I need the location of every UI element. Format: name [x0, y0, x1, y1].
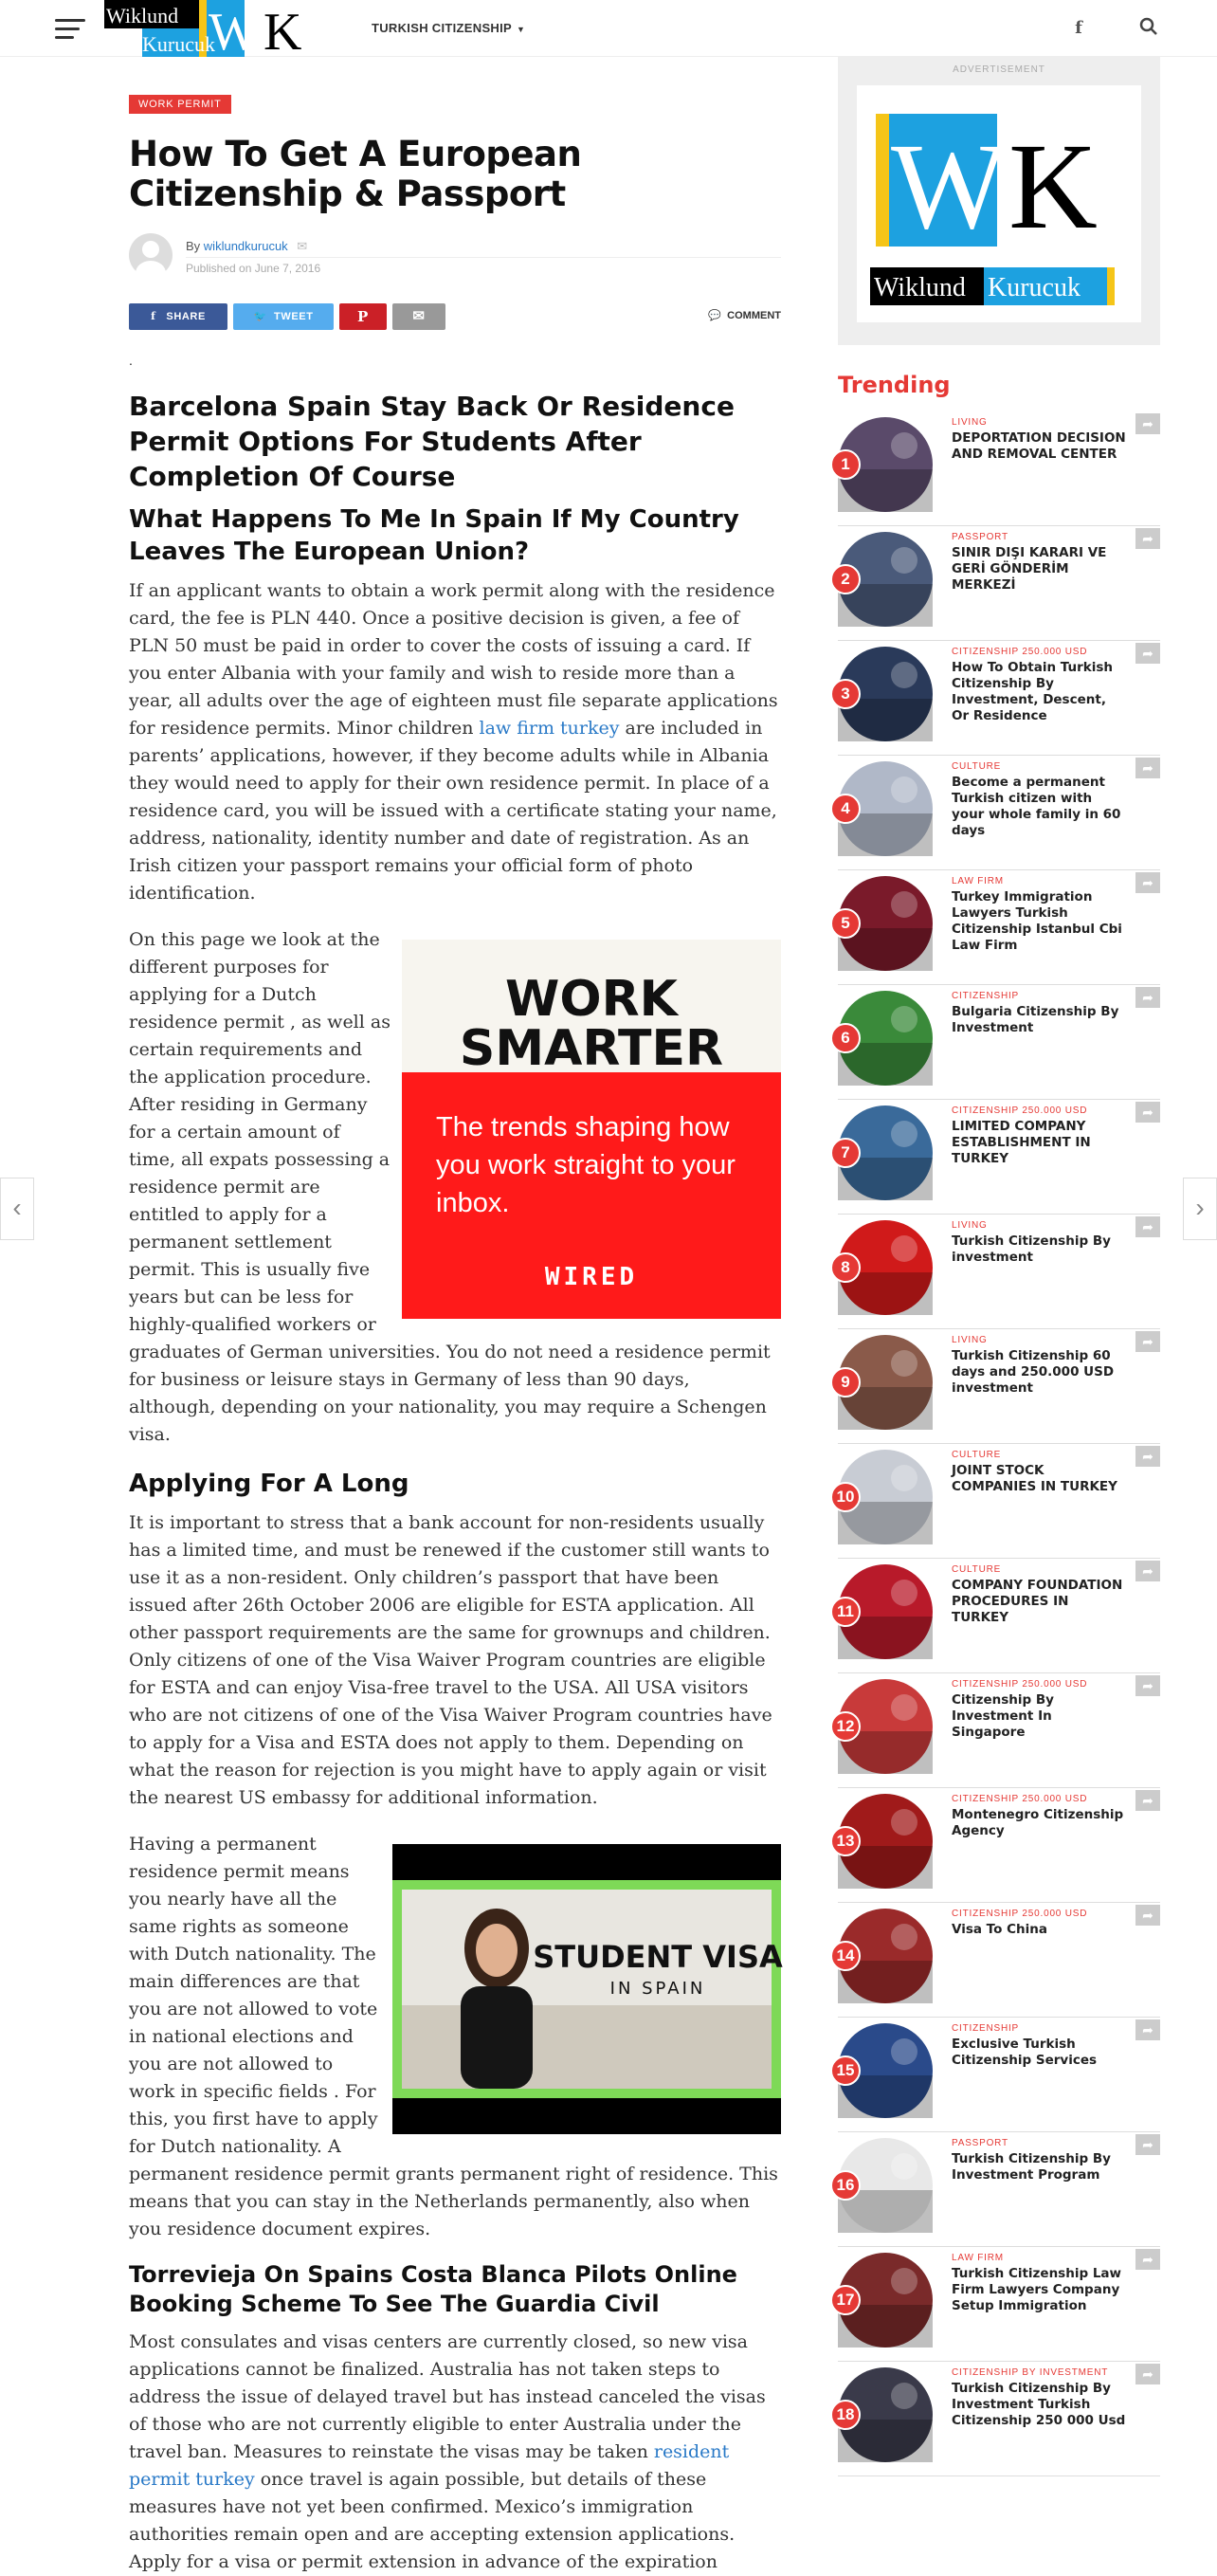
trending-item[interactable] [838, 411, 1160, 526]
trending-rank: 9 [830, 1367, 861, 1398]
facebook-share-button[interactable]: f SHARE [129, 303, 227, 330]
trending-title: Trending [838, 372, 951, 398]
share-arrow-icon[interactable]: ➦ [1135, 413, 1160, 434]
trending-item[interactable] [838, 2362, 1160, 2476]
trending-title-link[interactable]: JOINT STOCK COMPANIES IN TURKEY [952, 1463, 1117, 1494]
trending-item[interactable] [838, 985, 1160, 1100]
paragraph: Most consulates and visas centers are currently closed, so new visa applications cannot be finalized. Australia has not taken steps to address the issue of delayed travel but has instead canceled the visas of those who are not currently eligible to enter Australia under the travel ban. Measures to reinstate the visas may be taken resident permit turkey once travel is again possible, but details of these measures have not yet been confirmed. Mexico’s immigration authorities remain open and are accepting extension applications. Apply for a visa or permit extension in advance of the expiration [129, 2331, 766, 2572]
paragraph-with-image: WORK SMARTER The trends shaping how you work straight to your inbox. WIRED On this page we look at the different purposes for applying for a Dutch residence permit , as well as certain requirements and the application procedure. After residing in Germany for a certain amount of time, all expats possessing a residence permit are entitled to apply for a permanent settlement permit. This is usually five years but can be less for highly-qualified workers or graduates of German universities. You do not need a residence permit for business or leisure stays in Germany of less than 90 days, although, depending on your nationality, you may require a Schengen visa. [129, 926, 781, 1449]
trending-category[interactable]: CULTURE [952, 1564, 1002, 1575]
trending-category[interactable]: LIVING [952, 1220, 988, 1231]
trending-category[interactable]: CITIZENSHIP [952, 2023, 1020, 2034]
trending-item[interactable] [838, 2247, 1160, 2362]
facebook-icon: f [151, 310, 156, 322]
trending-rank: 14 [830, 1941, 861, 1971]
trending-category[interactable]: CITIZENSHIP 250.000 USD [952, 1909, 1088, 1919]
trending-category[interactable]: CULTURE [952, 761, 1002, 772]
share-arrow-icon[interactable]: ➦ [1135, 872, 1160, 893]
sidebar-ad [838, 57, 1160, 345]
trending-rank: 11 [830, 1597, 861, 1627]
share-arrow-icon[interactable]: ➦ [1135, 1561, 1160, 1581]
trending-category[interactable]: CITIZENSHIP 250.000 USD [952, 647, 1088, 657]
menu-icon[interactable] [55, 19, 85, 40]
email-share-button[interactable] [392, 303, 445, 330]
ad-line-1: WORK [505, 971, 678, 1028]
mail-icon: ✉ [412, 308, 426, 324]
trending-rank: 17 [830, 2285, 861, 2315]
ad-body: The trends shaping how you work straight to your inbox. [436, 1112, 736, 1218]
ad-brand: WIRED [544, 1263, 639, 1291]
trending-item[interactable] [838, 1100, 1160, 1215]
share-arrow-icon[interactable]: ➦ [1135, 758, 1160, 778]
trending-item[interactable] [838, 2132, 1160, 2247]
section-heading: Barcelona Spain Stay Back Or Residence Permit Options For Students After Completion Of Course [129, 391, 735, 492]
trending-rank: 13 [830, 1826, 861, 1856]
logo-mark-k: K [263, 3, 302, 62]
trending-item[interactable] [838, 1444, 1160, 1559]
ad-logo-w: W [891, 119, 1008, 255]
share-arrow-icon[interactable]: ➦ [1135, 1216, 1160, 1237]
trending-rank: 10 [830, 1482, 861, 1512]
twitter-icon: 🐦 [253, 311, 267, 322]
trending-title-link[interactable]: Turkey Immigration Lawyers Turkish Citizenship Istanbul Cbi Law Firm [952, 889, 1122, 953]
mail-icon[interactable]: ✉ [297, 239, 308, 253]
share-arrow-icon[interactable]: ➦ [1135, 1331, 1160, 1352]
wired-ad-image[interactable] [402, 940, 781, 1319]
trending-rank: 3 [830, 679, 861, 709]
ad-label: ADVERTISEMENT [953, 64, 1045, 75]
paragraph: If an applicant wants to obtain a work permit along with the residence card, the fee is PLN 440. Once a positive decision is given, a fee of PLN 50 must be paid in order to cover the costs of issuing a card. If you enter Albania with your family and wish to reside more than a year, all adults over the age of eighteen must file separate applications for residence permits. Minor children law firm turkey are included in parents’ applications, however, if they become adults while in Albania they would need to apply for their own residence permit. In place of a residence card, you will be issued with a certificate stating your name, address, nationality, identity number and date of registration. As an Irish citizen your passport remains your official form of photo identification. [129, 580, 778, 904]
trending-category[interactable]: LIVING [952, 1335, 988, 1345]
share-arrow-icon[interactable]: ➦ [1135, 1102, 1160, 1123]
trending-item[interactable] [838, 870, 1160, 985]
next-article-arrow[interactable]: › [1183, 1178, 1217, 1240]
logo-mark: W [209, 3, 259, 62]
sidebar [838, 57, 1160, 2476]
byline [129, 233, 781, 283]
share-arrow-icon[interactable]: ➦ [1135, 1675, 1160, 1696]
trending-item[interactable] [838, 1215, 1160, 1329]
pinterest-icon: P [357, 308, 369, 325]
category-badge[interactable]: WORK PERMIT [129, 95, 231, 114]
share-arrow-icon[interactable]: ➦ [1135, 2364, 1160, 2384]
paragraph: It is important to stress that a bank account for non-residents usually has a limited time, and must be renewed if the customer still wants to use it as a non-resident. Only children’s passport that have been issued after 26th October 2006 are eligible for ESTA application. All other passport requirements are the same for grownups and children. Only citizens of one of the Visa Waiver Program countries are eligible for ESTA and can enjoy Visa-free travel to the USA. All USA visitors who are not citizens of one of the Visa Waiver Program countries have to apply for a Visa and ESTA does not apply to them. Depending on what the reason for rejection is you might have to apply again or visit the nearest US embassy for additional information. [129, 1512, 772, 1808]
trending-item[interactable] [838, 756, 1160, 870]
section-subheading: Torrevieja On Spains Costa Blanca Pilots Online Booking Scheme To See The Guardia Civil [129, 2261, 737, 2317]
article-title: How To Get A European Citizenship & Passport [129, 134, 582, 214]
ad-logo-text-bottom: Kurucuk [988, 273, 1081, 302]
trending-rank: 8 [830, 1252, 861, 1283]
trending-rank: 7 [830, 1138, 861, 1168]
share-arrow-icon[interactable]: ➦ [1135, 1905, 1160, 1926]
trending-category[interactable]: PASSPORT [952, 532, 1008, 542]
sidebar-ad-banner[interactable] [857, 85, 1141, 322]
trending-title-link[interactable]: Montenegro Citizenship Agency [952, 1807, 1124, 1838]
publish-date: Published on June 7, 2016 [186, 262, 321, 275]
share-arrow-icon[interactable]: ➦ [1135, 2019, 1160, 2040]
trending-rank: 2 [830, 564, 861, 594]
resident-permit-link[interactable]: resident permit turkey [129, 2441, 730, 2490]
trending-rank: 16 [830, 2170, 861, 2201]
share-arrow-icon[interactable]: ➦ [1135, 528, 1160, 549]
site-header [0, 0, 1217, 62]
author-line: By wiklundkurucuk ✉ [186, 239, 308, 253]
search-icon[interactable] [1137, 17, 1160, 40]
trending-title-link[interactable]: How To Obtain Turkish Citizenship By Investment, Descent, Or Residence [952, 660, 1114, 723]
twitter-share-button[interactable]: 🐦 TWEET [233, 303, 334, 330]
article [129, 95, 781, 2576]
trending-item[interactable] [838, 526, 1160, 641]
share-arrow-icon[interactable]: ➦ [1135, 643, 1160, 664]
trending-title-link[interactable]: Bulgaria Citizenship By Investment [952, 1004, 1119, 1035]
pinterest-share-button[interactable] [339, 303, 387, 330]
trending-list [838, 411, 1160, 2476]
video-title: STUDENT VISA [533, 1939, 783, 1975]
share-arrow-icon[interactable]: ➦ [1135, 2134, 1160, 2155]
trending-item[interactable] [838, 2018, 1160, 2132]
trending-category[interactable]: CITIZENSHIP 250.000 USD [952, 1105, 1088, 1116]
author-link[interactable]: wiklundkurucuk [203, 239, 288, 253]
trending-item[interactable] [838, 1903, 1160, 2018]
trending-rank: 12 [830, 1711, 861, 1742]
trending-item[interactable] [838, 1788, 1160, 1903]
video-subtitle: IN SPAIN [609, 1979, 706, 1999]
trending-title-link[interactable]: SINIR DIŞI KARARI VE GERİ GÖNDERİM MERKEZİ [952, 545, 1107, 593]
trending-category[interactable]: LAW FIRM [952, 2253, 1004, 2263]
trending-category[interactable]: PASSPORT [952, 2138, 1008, 2148]
trending-item[interactable] [838, 1673, 1160, 1788]
trending-item[interactable] [838, 641, 1160, 756]
trending-title-link[interactable]: Become a permanent Turkish citizen with your whole family in 60 days [952, 775, 1121, 838]
separator-dot: . [129, 353, 133, 368]
share-arrow-icon[interactable]: ➦ [1135, 1790, 1160, 1811]
trending-rank: 15 [830, 2055, 861, 2086]
share-arrow-icon[interactable]: ➦ [1135, 2249, 1160, 2270]
trending-title-link[interactable]: Turkish Citizenship By investment [952, 1233, 1111, 1265]
ad-logo-text-top: Wiklund [874, 273, 966, 302]
trending-title-link[interactable]: Turkish Citizenship Law Firm Lawyers Company Setup Immigration [952, 2266, 1122, 2313]
share-arrow-icon[interactable]: ➦ [1135, 987, 1160, 1008]
trending-title-link[interactable]: LIMITED COMPANY ESTABLISHMENT IN TURKEY [952, 1119, 1091, 1166]
trending-title-link[interactable]: Exclusive Turkish Citizenship Services [952, 2037, 1098, 2068]
logo-text-bottom: Kurucuk [142, 32, 215, 56]
divider [186, 257, 781, 258]
logo-text-top: Wiklund [106, 4, 179, 27]
chevron-down-icon: ▼ [516, 25, 526, 34]
trending-category[interactable]: LIVING [952, 417, 988, 428]
trending-category[interactable]: CITIZENSHIP 250.000 USD [952, 1679, 1088, 1690]
ad-logo-k: K [1008, 119, 1098, 255]
trending-category[interactable]: CITIZENSHIP [952, 991, 1020, 1001]
section-subheading: Applying For A Long [129, 1470, 409, 1498]
trending-rank: 5 [830, 908, 861, 939]
trending-item[interactable] [838, 1559, 1160, 1673]
trending-rank: 6 [830, 1023, 861, 1053]
prev-article-arrow[interactable]: ‹ [0, 1178, 34, 1240]
section-subheading: What Happens To Me In Spain If My Country Leaves The European Union? [129, 505, 739, 566]
share-row [129, 303, 781, 332]
paragraph-with-video: STUDENT VISA IN SPAIN Having a permanent residence permit means you nearly have all the same rights as someone with Dutch nationality. The main differences are that you are not allowed to vote in national elections and you are not allowed to work in specific fields . For this, you first have to apply for Dutch nationality. A permanent residence permit grants permanent right of residence. This means that you can stay in the Netherlands permanently, also when you residence document expires. [129, 1834, 783, 2239]
student-visa-video[interactable] [392, 1844, 781, 2134]
trending-category[interactable]: CITIZENSHIP 250.000 USD [952, 1794, 1088, 1804]
trending-item[interactable] [838, 1329, 1160, 1444]
ad-line-2: SMARTER [459, 1020, 724, 1077]
trending-category[interactable]: CITIZENSHIP BY INVESTMENT [952, 2367, 1109, 2378]
trending-title-link[interactable]: DEPORTATION DECISION AND REMOVAL CENTER [952, 430, 1126, 462]
trending-category[interactable]: LAW FIRM [952, 876, 1004, 886]
comment-icon: 💬 [708, 310, 722, 321]
trending-rank: 1 [830, 449, 861, 480]
trending-title-link[interactable]: Visa To China [952, 1922, 1047, 1937]
site-logo[interactable] [104, 0, 341, 62]
trending-title-link[interactable]: Turkish Citizenship By Investment Program [952, 2151, 1111, 2183]
trending-title-link[interactable]: Citizenship By Investment In Singapore [952, 1692, 1054, 1740]
trending-rank: 18 [830, 2400, 861, 2430]
trending-title-link[interactable]: Turkish Citizenship By Investment Turkish Citizenship 250 000 Usd [952, 2381, 1126, 2428]
nav-turkish-citizenship[interactable]: TURKISH CITIZENSHIP ▼ [372, 21, 526, 35]
trending-title-link[interactable]: Turkish Citizenship 60 days and 250.000 USD investment [952, 1348, 1115, 1396]
author-avatar[interactable] [129, 233, 173, 277]
comment-link[interactable]: 💬 COMMENT [708, 310, 781, 321]
facebook-icon[interactable]: f [1075, 18, 1082, 38]
share-arrow-icon[interactable]: ➦ [1135, 1446, 1160, 1467]
trending-category[interactable]: CULTURE [952, 1450, 1002, 1460]
law-firm-link[interactable]: law firm turkey [479, 718, 620, 739]
trending-rank: 4 [830, 794, 861, 824]
trending-title-link[interactable]: COMPANY FOUNDATION PROCEDURES IN TURKEY [952, 1578, 1123, 1625]
